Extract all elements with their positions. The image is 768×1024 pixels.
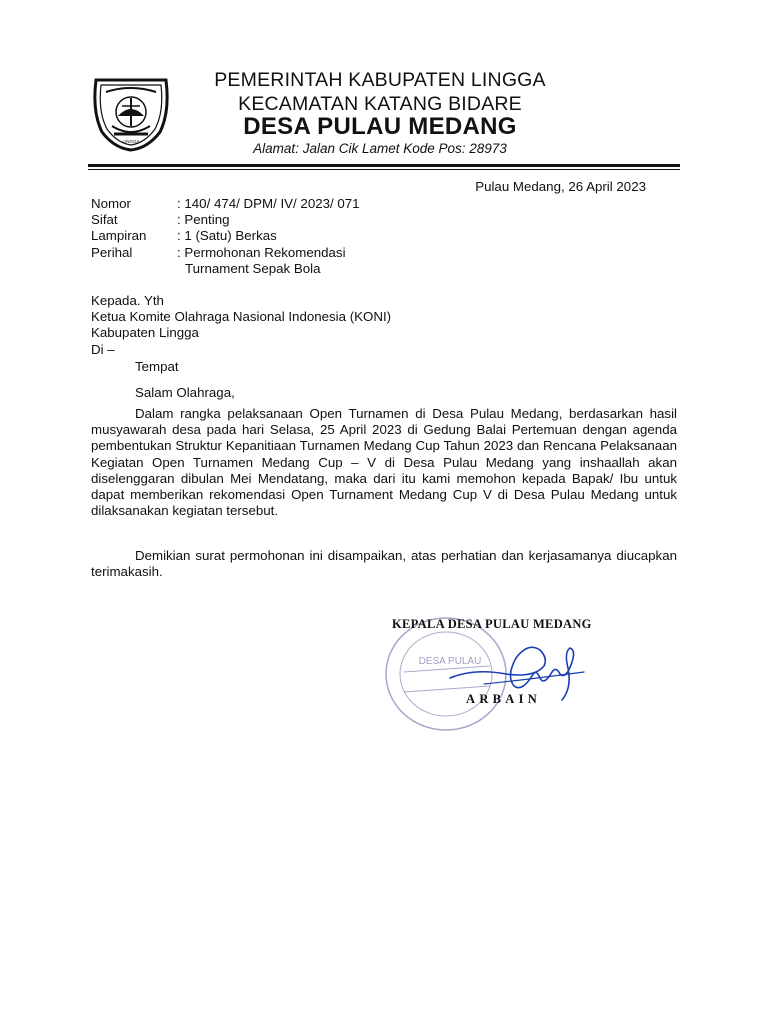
salutation: Salam Olahraga, — [135, 385, 235, 400]
district-name: KECAMATAN KATANG BIDARE — [238, 93, 522, 115]
signatory-name: ARBAIN — [466, 692, 542, 706]
village-address: Alamat: Jalan Cik Lamet Kode Pos: 28973 — [253, 141, 507, 156]
svg-text:LINGGA: LINGGA — [122, 139, 140, 144]
recipient-place: Tempat — [135, 358, 179, 374]
body-paragraph: Dalam rangka pelaksanaan Open Turnamen di Desa Pulau Medang, berdasarkan hasil musyawarah desa pada hari Selasa, 25 April 2023 di Gedung Balai Pertemuan dengan agenda pembentukan Struktur Kepanitiaan Turnamen Medang Cup Tahun 2023 dan Rencana Pelaksanaan Kegiatan Open Turnamen Medang Cup – V di Desa Pulau Medang yang inshaallah akan diselenggaran dibulan Mei Mendatang, maka dari itu kami memohon kepada Bapak/ Ibu untuk dapat memberikan rekomendasi Open Turnament Medang Cup V di Desa Pulau Medang untuk dilaksanakan kegiatan tersebut. — [91, 406, 677, 519]
signatory-title: KEPALA DESA PULAU MEDANG — [392, 617, 592, 631]
recipient-block — [91, 293, 491, 375]
meta-value: : Permohonan Rekomendasi — [177, 244, 346, 260]
village-name: DESA PULAU MEDANG — [243, 113, 517, 140]
recipient-greeting: Kepada. Yth — [91, 293, 164, 308]
closing-paragraph: Demikian surat permohonan ini disampaikan, atas perhatian dan kerjasamanya diucapkan terimakasih. — [91, 548, 677, 580]
recipient-line: Di – — [91, 341, 115, 357]
meta-label: Nomor — [91, 196, 131, 211]
meta-label: Sifat — [91, 212, 118, 228]
meta-label: Lampiran — [91, 228, 147, 244]
meta-value: : 140/ 474/ DPM/ IV/ 2023/ 071 — [177, 196, 360, 211]
meta-value: : Penting — [177, 212, 230, 228]
regency-emblem-logo — [88, 72, 174, 152]
recipient-line: Ketua Komite Olahraga Nasional Indonesia (KONI) — [91, 309, 392, 325]
letterhead-rule-thick — [88, 164, 680, 167]
letter-meta — [91, 196, 485, 277]
stamp-text: DESA PULAU — [418, 656, 482, 667]
letter-date: Pulau Medang, 26 April 2023 — [475, 179, 646, 194]
meta-row-attachment — [91, 228, 485, 244]
meta-label-empty — [91, 261, 177, 277]
meta-label: Perihal — [91, 244, 133, 260]
meta-value: : 1 (Satu) Berkas — [177, 228, 277, 244]
recipient-line: Kabupaten Lingga — [91, 325, 199, 341]
meta-row-subject-cont — [91, 261, 485, 277]
meta-row-number — [91, 196, 485, 212]
letterhead-rule-thin — [88, 169, 680, 170]
government-name: PEMERINTAH KABUPATEN LINGGA — [214, 69, 546, 91]
meta-row-nature — [91, 212, 485, 228]
meta-row-subject — [91, 245, 485, 261]
meta-value-continuation: Turnament Sepak Bola — [185, 260, 321, 276]
